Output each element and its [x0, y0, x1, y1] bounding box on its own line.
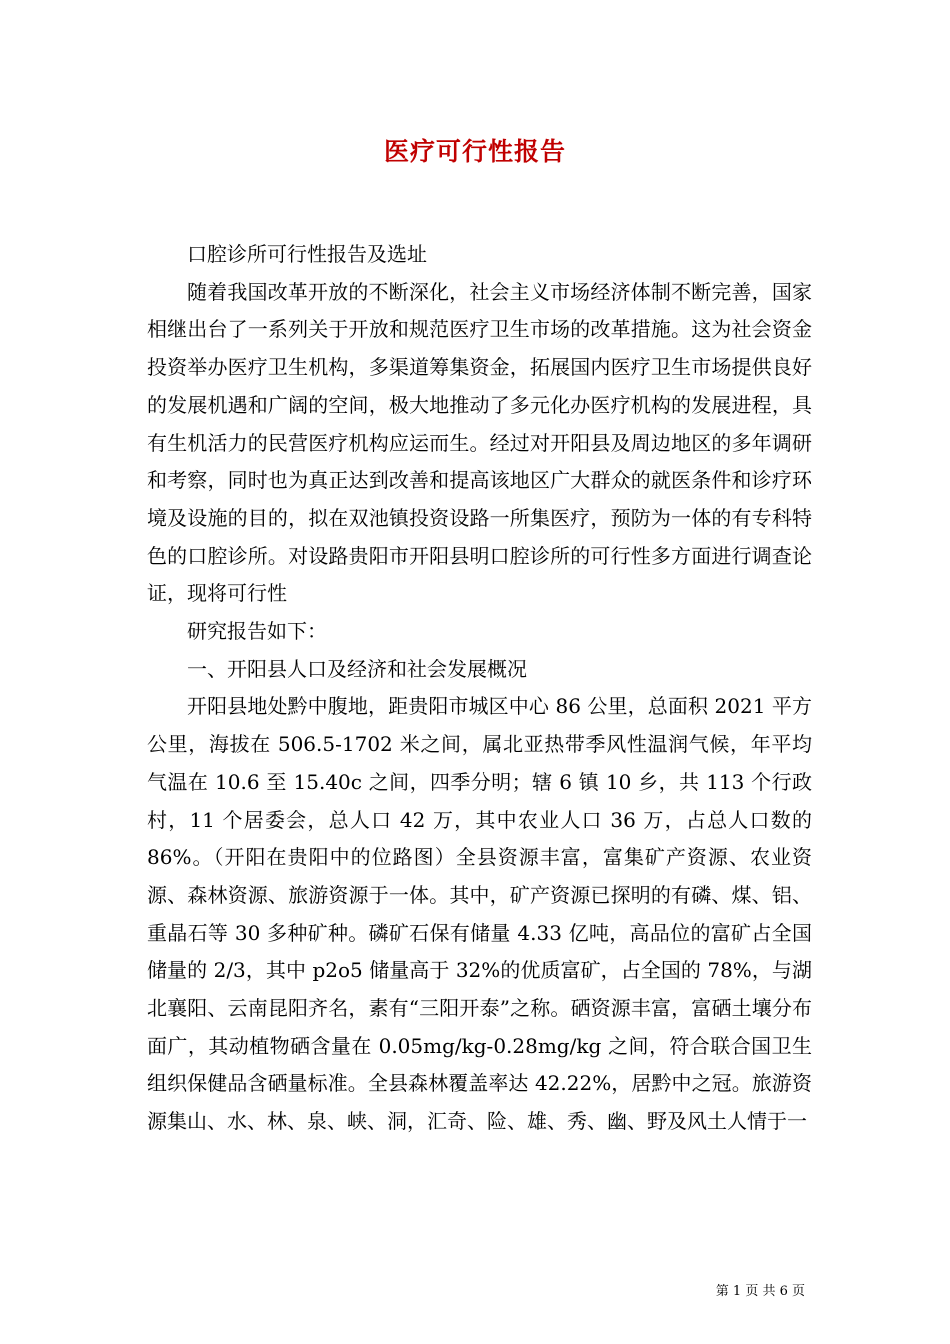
paragraph-intro: 随着我国改革开放的不断深化，社会主义市场经济体制不断完善，国家相继出台了一系列关于开放和规范医疗卫生市场的改革措施。这为社会资金投资举办医疗卫生机构，多渠道筹集资金，拓展国内医疗卫生市场提供良好的发展机遇和广阔的空间，极大地推动了多元化办医疗机构的发展进程，具有生机活力的民营医疗机构应运而生。经过对开阳县及周边地区的多年调研和考察，同时也为真正达到改善和提高该地区广大群众的就医条件和诊疗环境及设施的目的，拟在双池镇投资设路一所集医疗，预防为一体的有专科特色的口腔诊所。对设路贵阳市开阳县明口腔诊所的可行性多方面进行调查论证，现将可行性: [147, 279, 812, 606]
section-heading-1: 一、开阳县人口及经济和社会发展概况: [187, 656, 527, 681]
document-body: [147, 236, 812, 1141]
page-number: 第 1 页 共 6 页: [715, 1284, 805, 1299]
paragraph-subtitle: 口腔诊所可行性报告及选址: [187, 242, 427, 266]
document-title: 医疗可行性报告: [383, 137, 566, 166]
paragraph-report-lead: 研究报告如下：: [187, 619, 327, 644]
paragraph-county-overview: 开阳县地处黔中腹地，距贵阳市城区中心 86 公里，总面积 2021 平方公里，海拔在 506.5-1702 米之间，属北亚热带季风性温润气候，年平均气温在 10.6 至 15.40c 之间，四季分明；辖 6 镇 10 乡，共 113 个行政村，11 个居委会，总人口 42 万，其中农业人口 36 万，占总人口数的 86%。（开阳在贵阳中的位路图）全县资源丰富，富集矿产资源、农业资源、森林资源、旅游资源于一体。其中，矿产资源已探明的有磷、煤、铝、重晶石等 30 多种矿种。磷矿石保有储量 4.33 亿吨，高品位的富矿占全国储量的 2/3，其中 p2o5 储量高于 32%的优质富矿，占全国的 78%，与湖北襄阳、云南昆阳齐名，素有“三阳开泰”之称。硒资源丰富，富硒土壤分布面广，其动植物硒含量在 0.05mg/kg-0.28mg/kg 之间，符合联合国卫生组织保健品含硒量标准。全县森林覆盖率达 42.22%，居黔中之冠。旅游资源集山、水、林、泉、峡、洞，汇奇、险、雄、秀、幽、野及风土人情于一: [147, 694, 812, 1134]
